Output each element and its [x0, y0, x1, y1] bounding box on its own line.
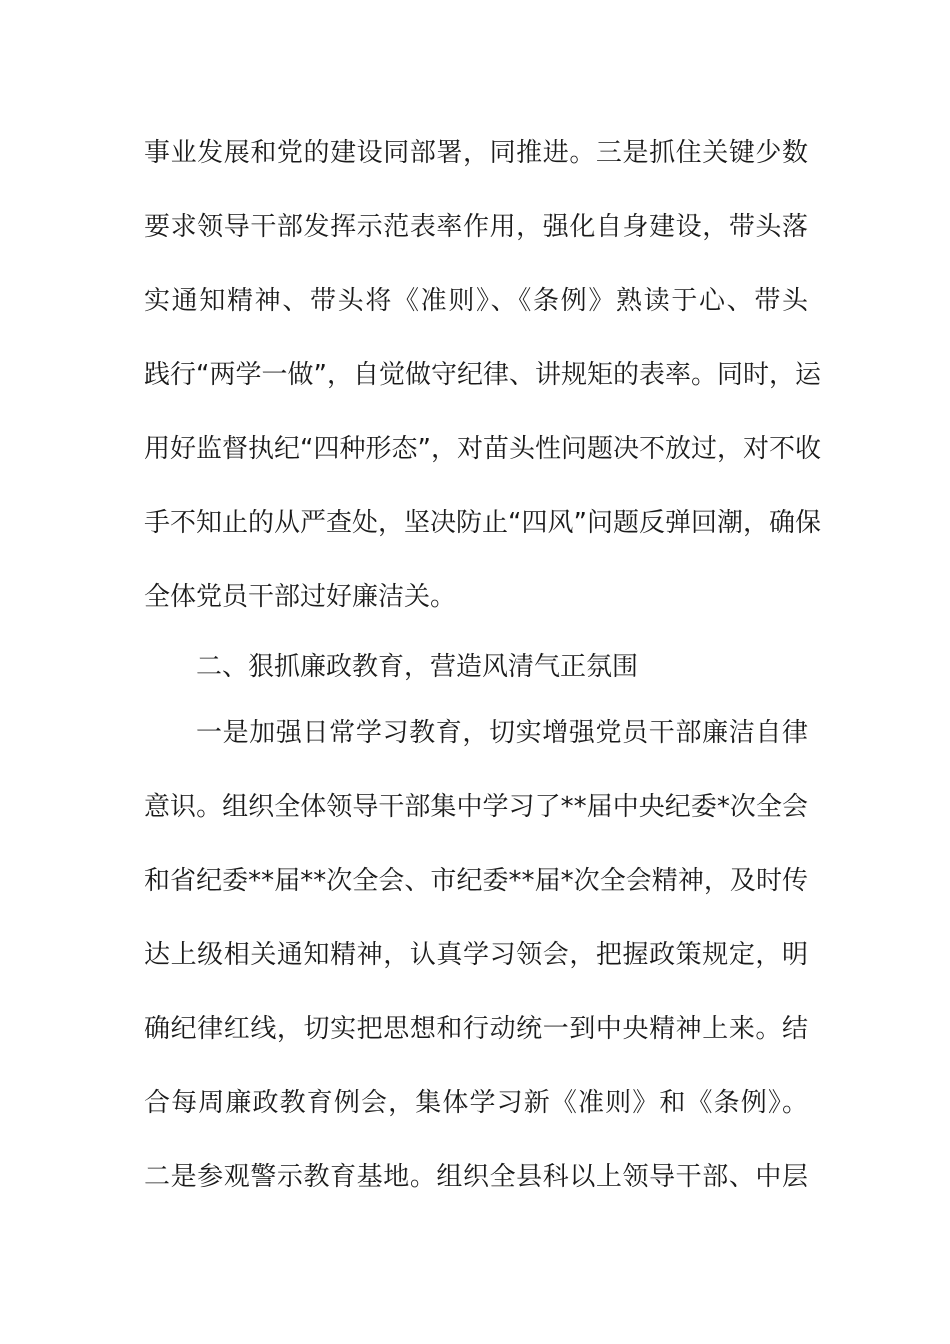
text-line: 和省纪委**届**次全会、市纪委**届*次全会精神，及时传 — [144, 866, 808, 896]
text-line: 合每周廉政教育例会，集体学习新《准则》和《条例》。 — [144, 1088, 808, 1118]
text-line: 手不知止的从严查处，坚决防止“四风”问题反弹回潮，确保 — [144, 508, 821, 538]
text-line: 确纪律红线，切实把思想和行动统一到中央精神上来。结 — [144, 1014, 808, 1044]
section-heading: 二、狠抓廉政教育，营造风清气正氛围 — [196, 652, 639, 682]
text-line: 达上级相关通知精神，认真学习领会，把握政策规定，明 — [144, 940, 808, 970]
text-line: 要求领导干部发挥示范表率作用，强化自身建设，带头落 — [144, 212, 808, 242]
text-line: 全体党员干部过好廉洁关。 — [144, 582, 457, 612]
text-line: 意识。组织全体领导干部集中学习了**届中央纪委*次全会 — [144, 792, 808, 822]
text-line: 用好监督执纪“四种形态”，对苗头性问题决不放过，对不收 — [144, 434, 821, 464]
text-line: 事业发展和党的建设同部署，同推进。三是抓住关键少数 — [144, 138, 808, 168]
text-line: 二是参观警示教育基地。组织全县科以上领导干部、中层 — [144, 1162, 808, 1192]
text-line: 实通知精神、带头将《准则》、《条例》熟读于心、带头 — [144, 286, 808, 316]
text-line: 践行“两学一做”，自觉做守纪律、讲规矩的表率。同时，运 — [144, 360, 821, 390]
text-line: 一是加强日常学习教育，切实增强党员干部廉洁自律 — [196, 718, 808, 748]
